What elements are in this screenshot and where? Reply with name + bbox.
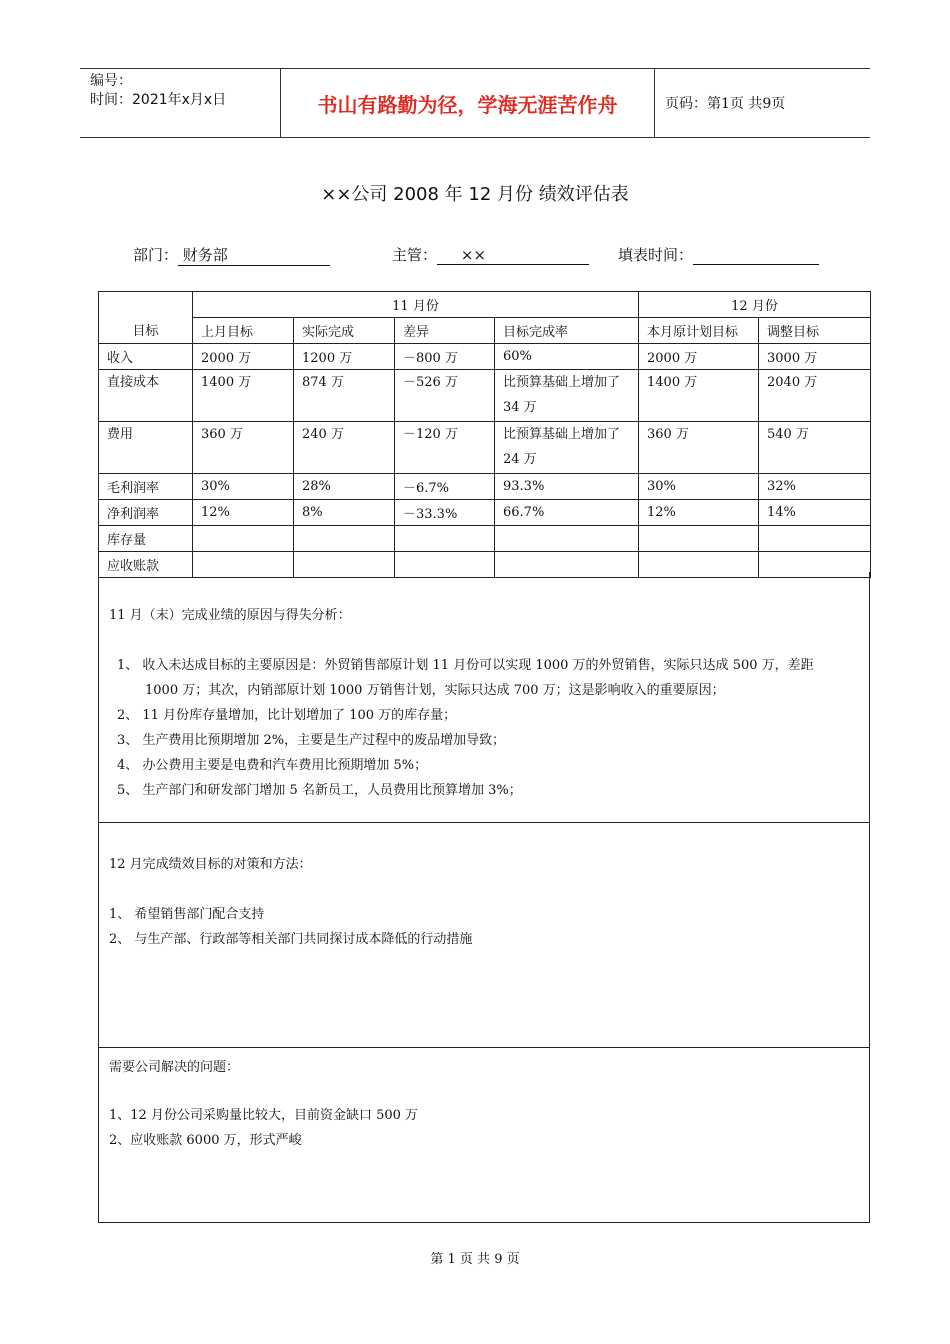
table-cell: －33.3%: [395, 500, 495, 526]
sub-header: 本月原计划目标: [639, 318, 759, 344]
table-cell: 30%: [639, 474, 759, 500]
supervisor-label: 主管：: [392, 246, 438, 264]
table-cell: 874 万: [294, 370, 395, 422]
target-header: 目标: [99, 292, 193, 344]
issues-section: [98, 1047, 870, 1223]
header-box: [80, 68, 870, 138]
table-cell: [294, 526, 395, 552]
strategy-section: [98, 822, 870, 1048]
row-label: 费用: [99, 422, 193, 474]
table-row: [99, 422, 871, 474]
fill-time-label: 填表时间：: [618, 246, 694, 264]
table-cell: 2040 万: [759, 370, 871, 422]
list-item: 1、 收入未达成目标的主要原因是：外贸销售部原计划 11 月份可以实现 1000 万的外贸销售，实际只达成 500 万，差距: [117, 658, 814, 673]
sub-header: 差异: [395, 318, 495, 344]
table-cell: 12%: [193, 500, 294, 526]
table-row: [99, 370, 871, 422]
table-cell: [759, 526, 871, 552]
dept-field: [133, 244, 330, 266]
table-cell: 1400 万: [639, 370, 759, 422]
table-cell: [639, 526, 759, 552]
list-item: 2、 与生产部、行政部等相关部门共同探讨成本降低的行动措施: [109, 932, 473, 947]
time-label: 时间：2021年x月x日: [90, 92, 227, 108]
list-item: 2、 11 月份库存量增加，比计划增加了 100 万的库存量；: [117, 708, 457, 723]
row-label: 应收账款: [99, 552, 193, 578]
page-code: 页码：第1页 共9页: [665, 96, 786, 112]
supervisor-value: ××: [437, 246, 589, 265]
list-item: 4、 办公费用主要是电费和汽车费用比预期增加 5%；: [117, 758, 428, 773]
table-cell: 28%: [294, 474, 395, 500]
sub-header: 调整目标: [759, 318, 871, 344]
list-item: 2、应收账款 6000 万，形式严峻: [109, 1133, 302, 1148]
table-row: [99, 474, 871, 500]
number-label: 编号：: [90, 73, 132, 89]
table-cell: 1400 万: [193, 370, 294, 422]
issues-heading: 需要公司解决的问题：: [109, 1060, 240, 1075]
dept-value: 财务部: [178, 244, 330, 266]
sub-header: 实际完成: [294, 318, 395, 344]
header-info: [80, 69, 281, 137]
page-title: ××公司 2008 年 12 月份 绩效评估表: [321, 184, 629, 205]
table-cell: 32%: [759, 474, 871, 500]
row-label: 直接成本: [99, 370, 193, 422]
strategy-heading: 12 月完成绩效目标的对策和方法：: [109, 857, 312, 872]
table-cell: 60%: [495, 344, 639, 370]
row-label: 库存量: [99, 526, 193, 552]
dec-header: 12 月份: [639, 292, 871, 318]
list-item: 1000 万；其次，内销部原计划 1000 万销售计划，实际只达成 700 万；这是影响收入的重要原因；: [145, 683, 725, 698]
table-cell: 比预算基础上增加了 34 万: [495, 370, 639, 422]
sub-header: 上月目标: [193, 318, 294, 344]
table-row: [99, 526, 871, 552]
table-cell: 93.3%: [495, 474, 639, 500]
analysis-section: [98, 572, 870, 823]
nov-header: 11 月份: [193, 292, 639, 318]
list-item: 5、 生产部门和研发部门增加 5 名新员工，人员费用比预算增加 3%；: [117, 783, 522, 798]
dept-label: 部门：: [133, 246, 179, 264]
table-cell: 1200 万: [294, 344, 395, 370]
table-cell: 30%: [193, 474, 294, 500]
sub-header: 目标完成率: [495, 318, 639, 344]
list-item: 1、12 月份公司采购量比较大，目前资金缺口 500 万: [109, 1108, 419, 1123]
fill-time-field: [618, 244, 819, 265]
table-cell: －526 万: [395, 370, 495, 422]
table-cell: 2000 万: [639, 344, 759, 370]
fill-time-value: [693, 246, 819, 265]
row-label: 净利润率: [99, 500, 193, 526]
table-cell: 540 万: [759, 422, 871, 474]
table-cell: [395, 526, 495, 552]
table-cell: [495, 526, 639, 552]
table-cell: 8%: [294, 500, 395, 526]
analysis-heading: 11 月（末）完成业绩的原因与得失分析：: [109, 608, 351, 623]
motto: 书山有路勤为径，学海无涯苦作舟: [281, 69, 655, 137]
list-item: 1、 希望销售部门配合支持: [109, 907, 265, 922]
table-cell: －120 万: [395, 422, 495, 474]
table-cell: 66.7%: [495, 500, 639, 526]
table-cell: [193, 526, 294, 552]
table-cell: 2000 万: [193, 344, 294, 370]
row-label: 收入: [99, 344, 193, 370]
table-cell: －6.7%: [395, 474, 495, 500]
table-cell: －800 万: [395, 344, 495, 370]
row-label: 毛利润率: [99, 474, 193, 500]
table-cell: 比预算基础上增加了 24 万: [495, 422, 639, 474]
table-cell: 3000 万: [759, 344, 871, 370]
table-cell: 12%: [639, 500, 759, 526]
table-cell: 14%: [759, 500, 871, 526]
list-item: 3、 生产费用比预期增加 2%，主要是生产过程中的废品增加导致；: [117, 733, 506, 748]
table-cell: 240 万: [294, 422, 395, 474]
performance-table: [98, 291, 871, 578]
table-cell: 360 万: [193, 422, 294, 474]
table-row: [99, 500, 871, 526]
table-row: [99, 344, 871, 370]
supervisor-field: [392, 244, 589, 265]
page-footer: 第 1 页 共 9 页: [430, 1252, 520, 1267]
table-cell: 360 万: [639, 422, 759, 474]
